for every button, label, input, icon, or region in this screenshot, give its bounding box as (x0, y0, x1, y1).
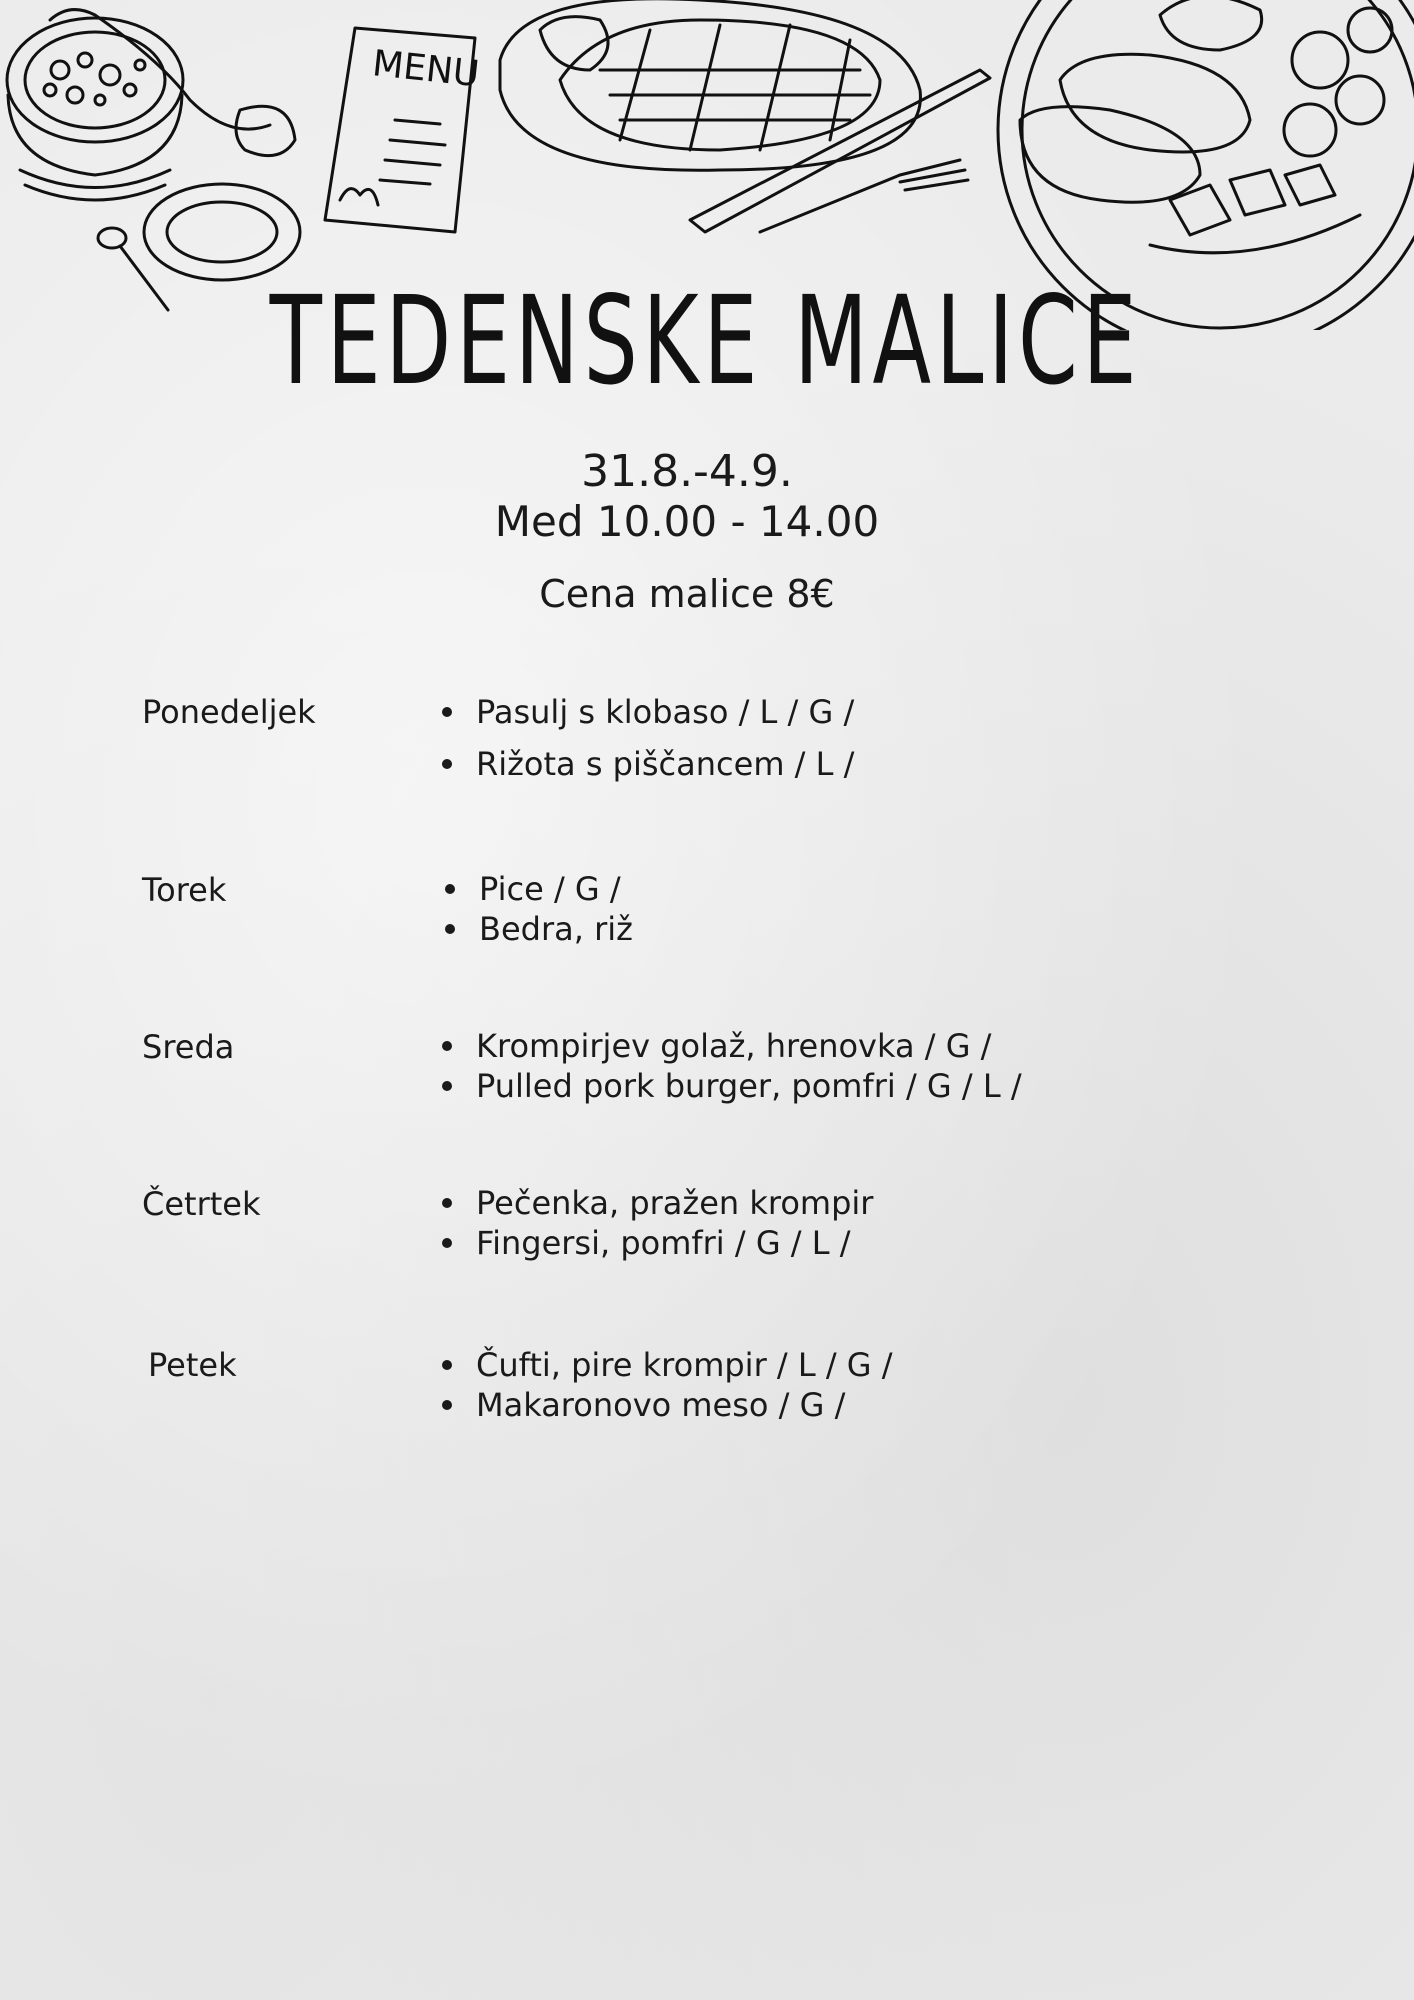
bullet-icon (445, 884, 455, 894)
day-label-thursday: Četrtek (142, 1185, 261, 1223)
bullet-icon (442, 1238, 452, 1248)
bullet-icon (442, 707, 452, 717)
page-title: TEDENSKE MALICE (269, 270, 1142, 412)
meal-list-friday (440, 1345, 893, 1425)
steak-plate-icon (500, 0, 920, 170)
meal-item (440, 1026, 1022, 1066)
meal-item (440, 1066, 1022, 1106)
bullet-icon (442, 1400, 452, 1410)
meal-text: Bedra, riž (479, 910, 633, 948)
menu-card-icon (325, 28, 481, 232)
day-label-friday: Petek (148, 1346, 237, 1384)
plate-icon (144, 184, 300, 280)
meal-item (440, 1345, 893, 1385)
bullet-icon (445, 924, 455, 934)
date-range: 31.8.-4.9. (581, 446, 793, 497)
bullet-icon (442, 1041, 452, 1051)
day-label-wednesday: Sreda (142, 1028, 235, 1066)
menu-card-label: MENU (370, 43, 482, 96)
bullet-icon (442, 1081, 452, 1091)
meal-text: Pulled pork burger, pomfri / G / L / (476, 1067, 1022, 1105)
meal-text: Pasulj s klobaso / L / G / (476, 693, 855, 731)
meal-text: Krompirjev golaž, hrenovka / G / (476, 1027, 992, 1065)
meal-text: Čufti, pire krompir / L / G / (476, 1346, 893, 1384)
meal-text: Fingersi, pomfri / G / L / (476, 1224, 851, 1262)
price-label: Cena malice 8€ (539, 572, 835, 616)
meal-item (443, 869, 633, 909)
serving-hours: Med 10.00 - 14.00 (494, 497, 880, 546)
meal-list-tuesday (443, 869, 633, 949)
day-label-monday: Ponedeljek (142, 693, 316, 731)
meal-list-wednesday (440, 1026, 1022, 1106)
meal-text: Pečenka, pražen krompir (476, 1184, 874, 1222)
soup-pot-icon (7, 18, 183, 200)
bullet-icon (442, 1360, 452, 1370)
meal-item (440, 1223, 873, 1263)
meal-item (440, 744, 854, 784)
bullet-icon (442, 1198, 452, 1208)
meal-text: Rižota s piščancem / L / (476, 745, 855, 783)
meal-item (440, 692, 854, 732)
meal-item (440, 1385, 893, 1425)
meal-item (443, 909, 633, 949)
meal-list-monday (440, 692, 854, 784)
meal-item (440, 1183, 873, 1223)
fork-icon (760, 160, 968, 232)
meal-list-thursday (440, 1183, 873, 1263)
bullet-icon (442, 759, 452, 769)
meal-text: Makaronovo meso / G / (476, 1386, 846, 1424)
day-label-tuesday: Torek (142, 871, 227, 909)
meal-text: Pice / G / (479, 870, 621, 908)
